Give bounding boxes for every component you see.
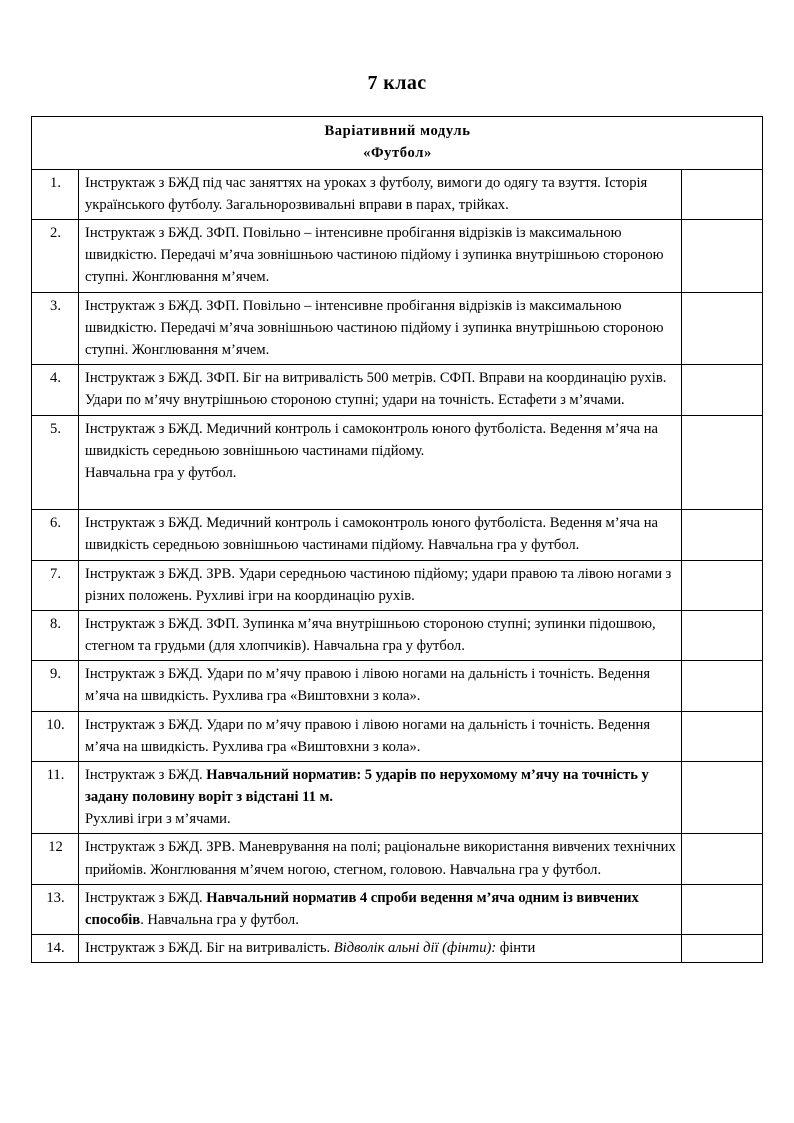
table-row xyxy=(32,661,763,711)
lesson-text-segment: Інструктаж з БЖД. ЗРВ. Маневрування на полі; раціональне використання вивчених технічних прийомів. Жонглювання м’ячем ногою, стегном, головою. Навчальна гра у футбол. xyxy=(85,839,676,878)
table-row xyxy=(32,560,763,610)
lesson-text-segment: Інструктаж з БЖД. Удари по м’ячу правою і лівою ногами на дальність і точність. Ведення м’яча на швидкість. Рухлива гра «Виштовхни з кола». xyxy=(85,666,651,705)
lesson-number-cell: 12 xyxy=(32,834,79,884)
lesson-number-cell: 10. xyxy=(32,711,79,761)
table-header-row xyxy=(32,117,763,170)
table-row xyxy=(32,169,763,219)
lesson-number-cell: 9. xyxy=(32,661,79,711)
lesson-text-segment: Рухливі ігри з м’ячами. xyxy=(85,811,231,828)
lesson-content-cell xyxy=(79,761,682,834)
lesson-text-segment: Інструктаж з БЖД. ЗФП. Повільно – інтенсивне пробігання відрізків із максимальною швидкістю. Передачі м’яча зовнішньою частиною підйому і зупинка внутрішньою стороною ступні. Жонглювання м’ячем. xyxy=(85,297,664,358)
lesson-content-cell xyxy=(79,935,682,963)
lesson-text-segment: Інструктаж з БЖД. Медичний контроль і самоконтроль юного футболіста. Ведення м’яча на швидкість середньою зовнішньою частинами підйому. Навчальна гра у футбол. xyxy=(85,515,658,554)
lesson-content-cell xyxy=(79,661,682,711)
table-row xyxy=(32,365,763,415)
module-header-line-2: «Футбол» xyxy=(363,144,432,161)
table-row xyxy=(32,935,763,963)
lesson-text-segment: Інструктаж з БЖД. ЗФП. Повільно – інтенсивне пробігання відрізків із максимальною швидкістю. Передачі м’яча зовнішньою частиною підйому і зупинка внутрішньою стороною ступні. Жонглювання м’ячем. xyxy=(85,225,664,286)
lesson-text-segment: Інструктаж з БЖД. ЗФП. Зупинка м’яча внутрішньою стороною ступні; зупинки підошвою, стегном та грудьми (для хлопчиків). Навчальна гра у футбол. xyxy=(85,615,656,655)
lesson-text-segment: Інструктаж з БЖД. Біг на витривалість. xyxy=(85,940,334,957)
lesson-number-cell: 6. xyxy=(32,510,79,560)
notes-cell[interactable] xyxy=(682,365,763,415)
lesson-content-cell xyxy=(79,220,682,293)
lesson-text-segment: Інструктаж з БЖД. ЗРВ. Удари середньою частиною підйому; удари правою та лівою ногами з різних положень. Рухливі ігри на координацію рухів. xyxy=(85,565,672,604)
notes-cell[interactable] xyxy=(682,711,763,761)
table-row xyxy=(32,884,763,934)
lesson-content-cell xyxy=(79,711,682,761)
lesson-content-cell xyxy=(79,560,682,610)
lesson-content-cell xyxy=(79,365,682,415)
lesson-number-cell: 14. xyxy=(32,935,79,963)
lesson-number-cell: 13. xyxy=(32,884,79,934)
lesson-content-cell xyxy=(79,510,682,560)
lesson-text-segment: Навчальна гра у футбол. xyxy=(85,464,237,481)
module-header-line-1: Варіативний модуль xyxy=(324,123,471,139)
notes-cell[interactable] xyxy=(682,761,763,834)
page-title: 7 клас xyxy=(367,72,427,94)
lesson-text-segment: Навчальний норматив 4 спроби ведення м’яча одним із вивчених способів xyxy=(85,889,639,928)
lesson-content-cell xyxy=(79,169,682,219)
lesson-number-cell: 8. xyxy=(32,610,79,660)
notes-cell[interactable] xyxy=(682,169,763,219)
table-row xyxy=(32,292,763,365)
lesson-text-segment: Інструктаж з БЖД. Удари по м’ячу правою і лівою ногами на дальність і точність. Ведення м’яча на швидкість. Рухлива гра «Виштовхни з кола». xyxy=(85,716,651,755)
notes-cell[interactable] xyxy=(682,560,763,610)
lesson-plan-table-body xyxy=(32,117,763,963)
lesson-text-segment: Інструктаж з БЖД. ЗФП. Біг на витривалість 500 метрів. СФП. Вправи на координацію рухів. Удари по м’ячу внутрішньою стороною ступні; удари на точність. Естафети з м’ячами. xyxy=(85,370,667,409)
notes-cell[interactable] xyxy=(682,415,763,510)
notes-cell[interactable] xyxy=(682,834,763,884)
lesson-text-segment: Інструктаж з БЖД під час заняттях на уроках з футболу, вимоги до одягу та взуття. Історія українського футболу. Загальнорозвивальні вправи в парах, трійках. xyxy=(85,174,648,213)
lesson-text-segment: Навчальний норматив: 5 ударів по нерухомому м’ячу на точність у задану половину воріт з відстані 11 м. xyxy=(85,766,649,806)
lesson-text-segment: Інструктаж з БЖД. xyxy=(85,766,207,783)
lesson-content-cell xyxy=(79,834,682,884)
lesson-number-cell: 1. xyxy=(32,169,79,219)
table-row xyxy=(32,510,763,560)
lesson-number-cell: 2. xyxy=(32,220,79,293)
table-row xyxy=(32,711,763,761)
lesson-number-cell: 11. xyxy=(32,761,79,834)
lesson-text-segment: Інструктаж з БЖД. xyxy=(85,889,207,906)
lesson-content-cell xyxy=(79,610,682,660)
lesson-content-cell xyxy=(79,884,682,934)
notes-cell[interactable] xyxy=(682,510,763,560)
notes-cell[interactable] xyxy=(682,661,763,711)
lesson-number-cell: 5. xyxy=(32,415,79,510)
lesson-text-segment: Відволік альні дії (фінти): xyxy=(333,940,497,957)
table-row xyxy=(32,761,763,834)
lesson-text-segment: . Навчальна гра у футбол. xyxy=(140,911,299,928)
table-row xyxy=(32,220,763,293)
lesson-text-segment: фінти xyxy=(496,940,536,957)
notes-cell[interactable] xyxy=(682,884,763,934)
blank-line xyxy=(85,484,676,506)
lesson-number-cell: 7. xyxy=(32,560,79,610)
table-row xyxy=(32,415,763,510)
lesson-number-cell: 3. xyxy=(32,292,79,365)
notes-cell[interactable] xyxy=(682,292,763,365)
lesson-content-cell xyxy=(79,292,682,365)
module-header-cell xyxy=(32,117,763,170)
notes-cell[interactable] xyxy=(682,610,763,660)
lesson-text-segment: Інструктаж з БЖД. Медичний контроль і самоконтроль юного футболіста. Ведення м’яча на швидкість середньою зовнішньою частинами підйому. xyxy=(85,420,658,459)
table-row xyxy=(32,610,763,660)
lesson-plan-table-wrapper xyxy=(31,116,763,963)
notes-cell[interactable] xyxy=(682,935,763,963)
lesson-plan-table xyxy=(31,116,763,963)
table-row xyxy=(32,834,763,884)
notes-cell[interactable] xyxy=(682,220,763,293)
lesson-content-cell xyxy=(79,415,682,510)
lesson-number-cell: 4. xyxy=(32,365,79,415)
